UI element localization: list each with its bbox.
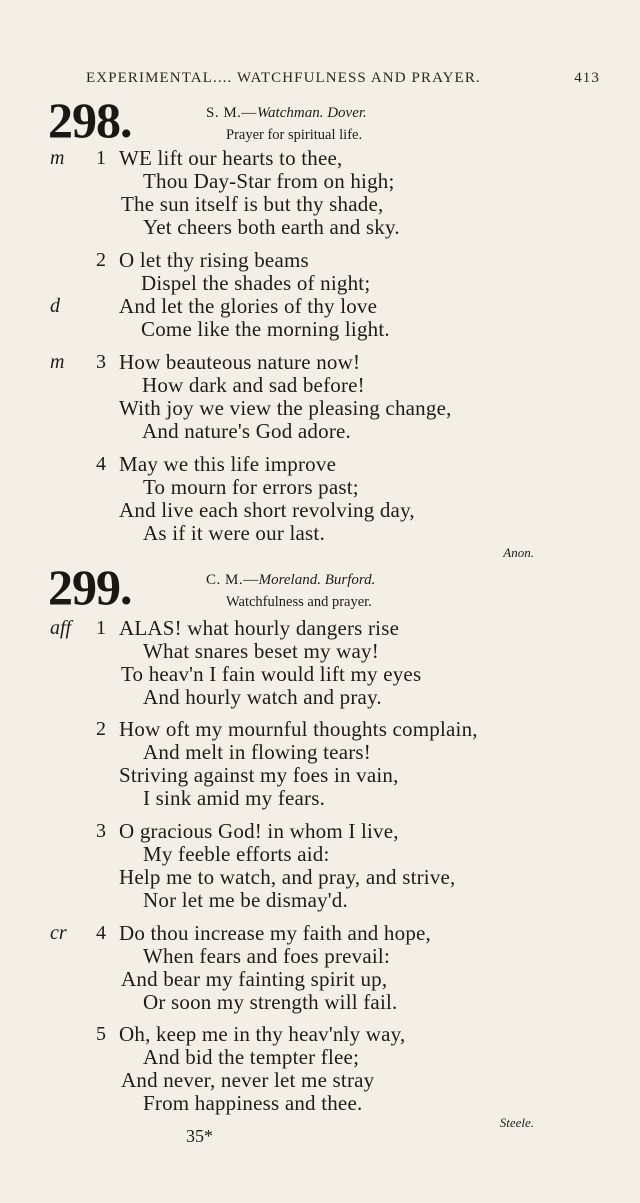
verse-line: How dark and sad before!	[142, 373, 365, 397]
verse-line: Striving against my foes in vain,	[119, 763, 399, 787]
verse-line: To mourn for errors past;	[143, 475, 359, 499]
verse-line: And bid the tempter flee;	[143, 1045, 360, 1069]
verse-line: From happiness and thee.	[143, 1091, 363, 1115]
verse-line: To heav'n I fain would lift my eyes	[121, 662, 422, 686]
dynamic-mark: m	[50, 351, 65, 373]
verse-number: 2	[96, 249, 106, 271]
verse-number: 1	[96, 617, 106, 639]
verse-line: How oft my mournful thoughts complain,	[119, 717, 478, 741]
verse-number: 3	[96, 351, 106, 373]
verse-line: And melt in flowing tears!	[143, 740, 371, 764]
dynamic-mark: m	[50, 147, 65, 169]
verse-line: When fears and foes prevail:	[143, 944, 390, 968]
dynamic-mark: d	[50, 295, 60, 317]
hymn-tunes: Watchman. Dover.	[256, 105, 367, 121]
verse-line: Oh, keep me in thy heav'nly way,	[119, 1022, 406, 1046]
verse-line: WE lift our hearts to thee,	[119, 146, 343, 170]
running-head	[86, 70, 600, 87]
verse-line: ALAS! what hourly dangers rise	[119, 616, 400, 640]
verse-number: 5	[96, 1023, 106, 1045]
verse-line: The sun itself is but thy shade,	[121, 192, 384, 216]
running-head-title: EXPERIMENTAL.... WATCHFULNESS AND PRAYER.	[86, 70, 481, 86]
verse-number: 4	[96, 453, 106, 475]
verse-line: And hourly watch and pray.	[143, 685, 382, 709]
verse-line: Help me to watch, and pray, and strive,	[119, 865, 456, 889]
verse-line: I sink amid my fears.	[143, 786, 326, 810]
verse-line: Thou Day-Star from on high;	[143, 169, 395, 193]
verse-line: And let the glories of thy love	[119, 294, 378, 318]
verse-line: Nor let me be dismay'd.	[143, 888, 348, 912]
signature-mark: 35*	[186, 1126, 213, 1146]
hymn-attribution: Steele.	[499, 1115, 534, 1130]
verse-line: How beauteous nature now!	[119, 350, 361, 374]
verse-line: And bear my fainting spirit up,	[121, 967, 388, 991]
verse-line: And live each short revolving day,	[119, 498, 415, 522]
verse-number: 4	[96, 922, 106, 944]
hymn-tunes: Moreland. Burford.	[258, 572, 376, 588]
hymn-subject: Prayer for spiritual life.	[226, 127, 363, 143]
verse-number: 1	[96, 147, 106, 169]
verse-number: 2	[96, 718, 106, 740]
hymn-subject: Watchfulness and prayer.	[226, 594, 372, 610]
verse-line: Do thou increase my faith and hope,	[119, 921, 431, 945]
hymn-attribution: Anon.	[503, 545, 534, 560]
verse-number: 3	[96, 820, 106, 842]
verse-line: And nature's God adore.	[142, 419, 351, 443]
hymn-number: 298.	[48, 92, 132, 148]
verse-line: O let thy rising beams	[119, 248, 309, 272]
verse-line: What snares beset my way!	[143, 639, 379, 663]
dynamic-mark: aff	[50, 617, 72, 639]
verse-line: My feeble efforts aid:	[143, 842, 330, 866]
hymn-meta	[206, 572, 375, 589]
verse-line: Or soon my strength will fail.	[143, 990, 398, 1014]
page-number: 413	[574, 70, 600, 86]
verse-line: As if it were our last.	[143, 521, 325, 545]
hymn-meter: S. M.—	[206, 105, 257, 121]
hymn-number: 299.	[48, 559, 132, 615]
verse-line: May we this life improve	[119, 452, 337, 476]
hymn-meter: C. M.—	[206, 572, 259, 588]
verse-line: With joy we view the pleasing change,	[119, 396, 452, 420]
verse-line: And never, never let me stray	[121, 1068, 375, 1092]
hymn-meta	[206, 105, 367, 122]
verse-line: Yet cheers both earth and sky.	[143, 215, 400, 239]
verse-line: Come like the morning light.	[141, 317, 390, 341]
verse-line: O gracious God! in whom I live,	[119, 819, 399, 843]
verse-line: Dispel the shades of night;	[141, 271, 371, 295]
dynamic-mark: cr	[50, 922, 67, 944]
